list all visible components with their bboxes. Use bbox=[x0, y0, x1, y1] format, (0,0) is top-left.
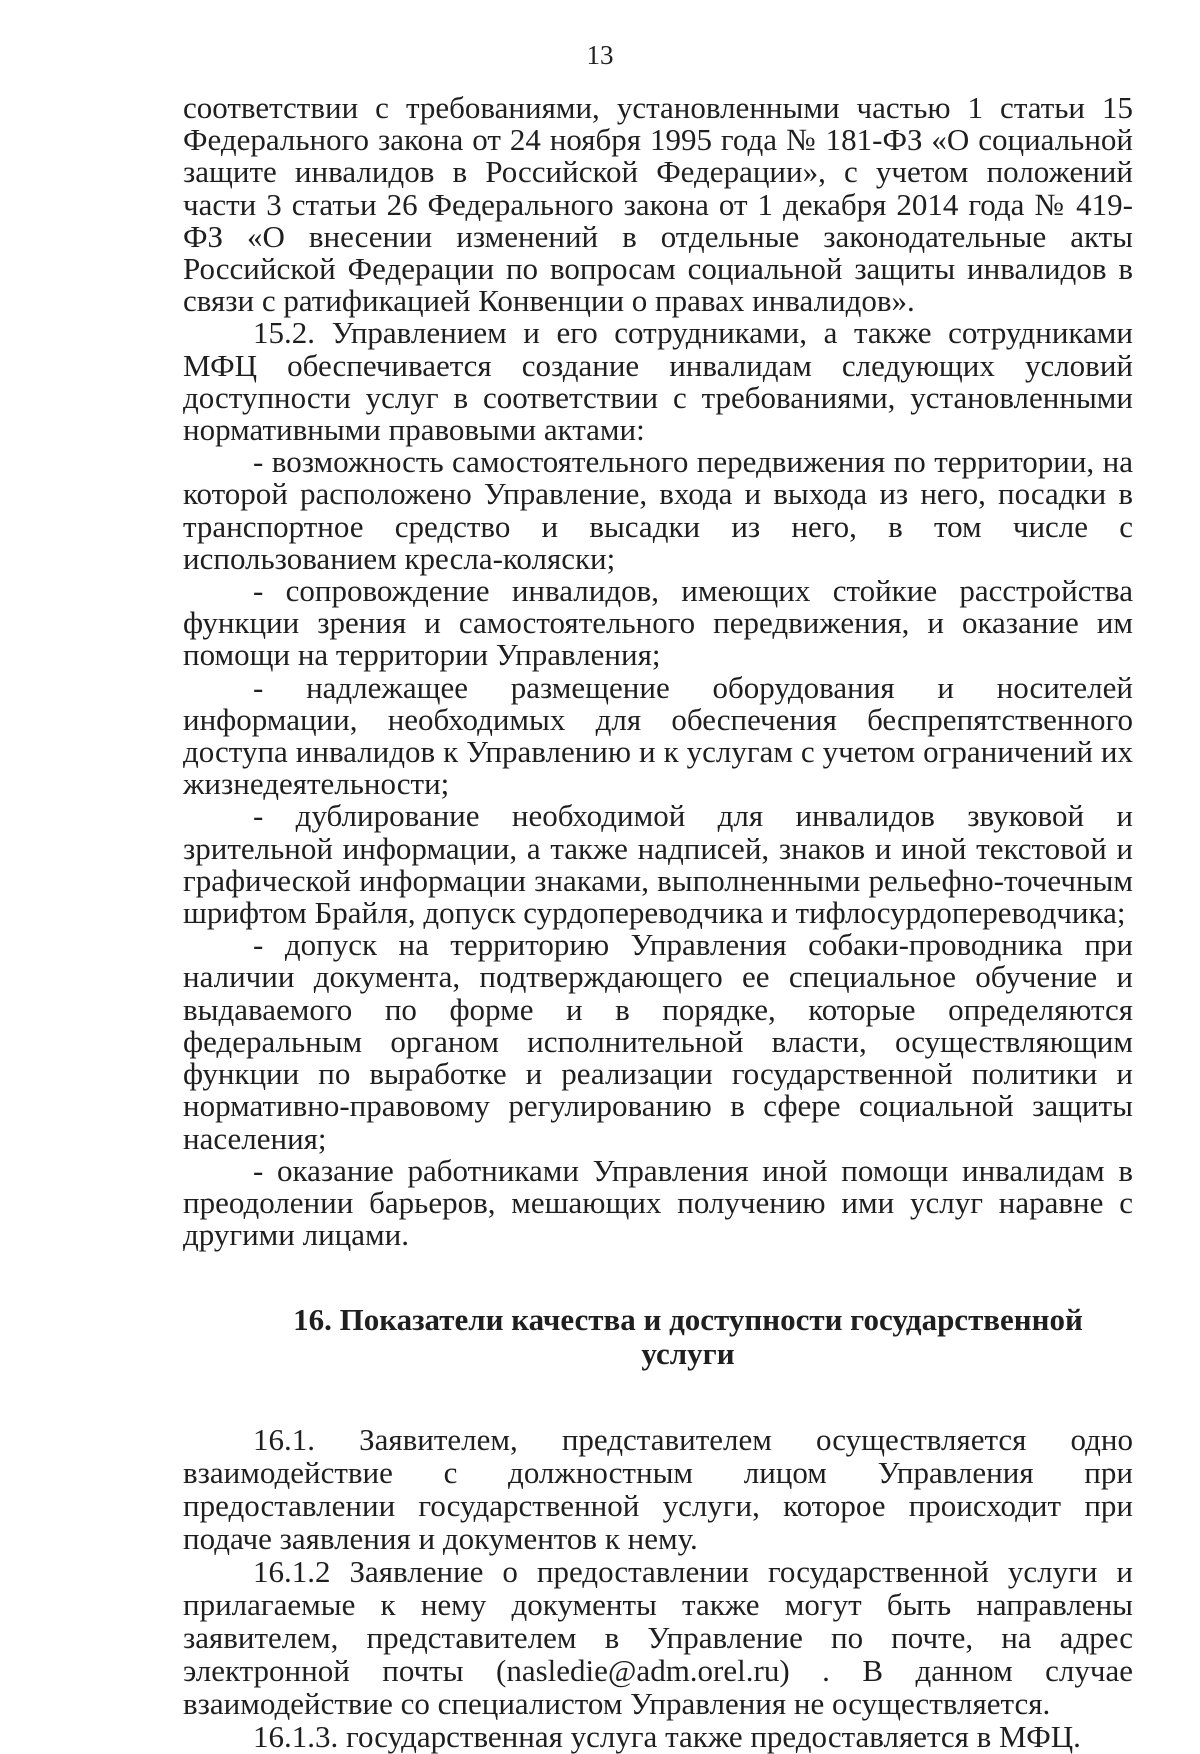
list-item-guide-dog: - допуск на территорию Управления собаки-проводника при наличии документа, подтверждающего ее специальное обучение и выдаваемого по форме и в порядке, которые определяются федеральным органом исполнительной власти, осуществляющим функции по выработке и реализации государственной политики и нормативно-правовому регулированию в сфере социальной защиты населения; bbox=[183, 927, 1133, 1156]
list-item-movement: - возможность самостоятельного передвижения по территории, на которой расположено Управление, входа и выхода из него, посадки в транспортное средство и высадки из него, в том числе с использованием кресла-коляски; bbox=[183, 444, 1133, 576]
section-16-heading: 16. Показатели качества и доступности государственной услуги bbox=[293, 1302, 1083, 1372]
paragraph-16-1-2: 16.1.2 Заявление о предоставлении государственной услуги и прилагаемые к нему документы также могут быть направлены заявителем, представителем в Управление по почте, на адрес электронной почты (nasledie@adm.orel.ru) . В данном случае взаимодействие со специалистом Управления не осуществляется. bbox=[183, 1554, 1133, 1722]
document-body bbox=[183, 92, 1133, 1753]
list-item-equipment: - надлежащее размещение оборудования и носителей информации, необходимых для обеспечения беспрепятственного доступа инвалидов к Управлению и к услугам с учетом ограничений их жизнедеятельности; bbox=[183, 669, 1133, 802]
paragraph-15-2: 15.2. Управлением и его сотрудниками, а также сотрудниками МФЦ обеспечивается создание инвалидам следующих условий доступности услуг в соответствии с требованиями, установленными нормативными правовыми актами: bbox=[183, 315, 1133, 448]
paragraph-16-1-3: 16.1.3. государственная услуга также предоставляется в МФЦ. bbox=[253, 1719, 1081, 1754]
list-item-escort: - сопровождение инвалидов, имеющих стойкие расстройства функции зрения и самостоятельного передвижения, и оказание им помощи на территории Управления; bbox=[183, 573, 1133, 673]
list-item-assistance: - оказание работниками Управления иной помощи инвалидам в преодолении барьеров, мешающих получению ими услуг наравне с другими лицами. bbox=[183, 1152, 1133, 1253]
paragraph-15-1-continued: соответствии с требованиями, установленными частью 1 статьи 15 Федерального закона от 24 ноября 1995 года № 181-ФЗ «О социальной защите инвалидов в Российской Федерации», с учетом положений части 3 статьи 26 Федерального закона от 1 декабря 2014 года № 419-ФЗ «О внесении изменений в отдельные законодательные акты Российской Федерации по вопросам социальной защиты инвалидов в связи с ратификацией Конвенции о правах инвалидов». bbox=[183, 90, 1133, 319]
page-number: 13 bbox=[586, 40, 614, 70]
section-16-body bbox=[183, 1423, 1133, 1753]
list-item-duplication: - дублирование необходимой для инвалидов звуковой и зрительной информации, а также надписей, знаков и иной текстовой и графической информации знаками, выполненными рельефно-точечным шрифтом Брайля, допуск сурдопереводчика и тифлосурдопереводчика; bbox=[183, 798, 1133, 931]
paragraph-16-1: 16.1. Заявителем, представителем осуществляется одно взаимодействие с должностным лицом Управления при предоставлении государственной услуги, которое происходит при подаче заявления и документов к нему. bbox=[183, 1422, 1133, 1557]
